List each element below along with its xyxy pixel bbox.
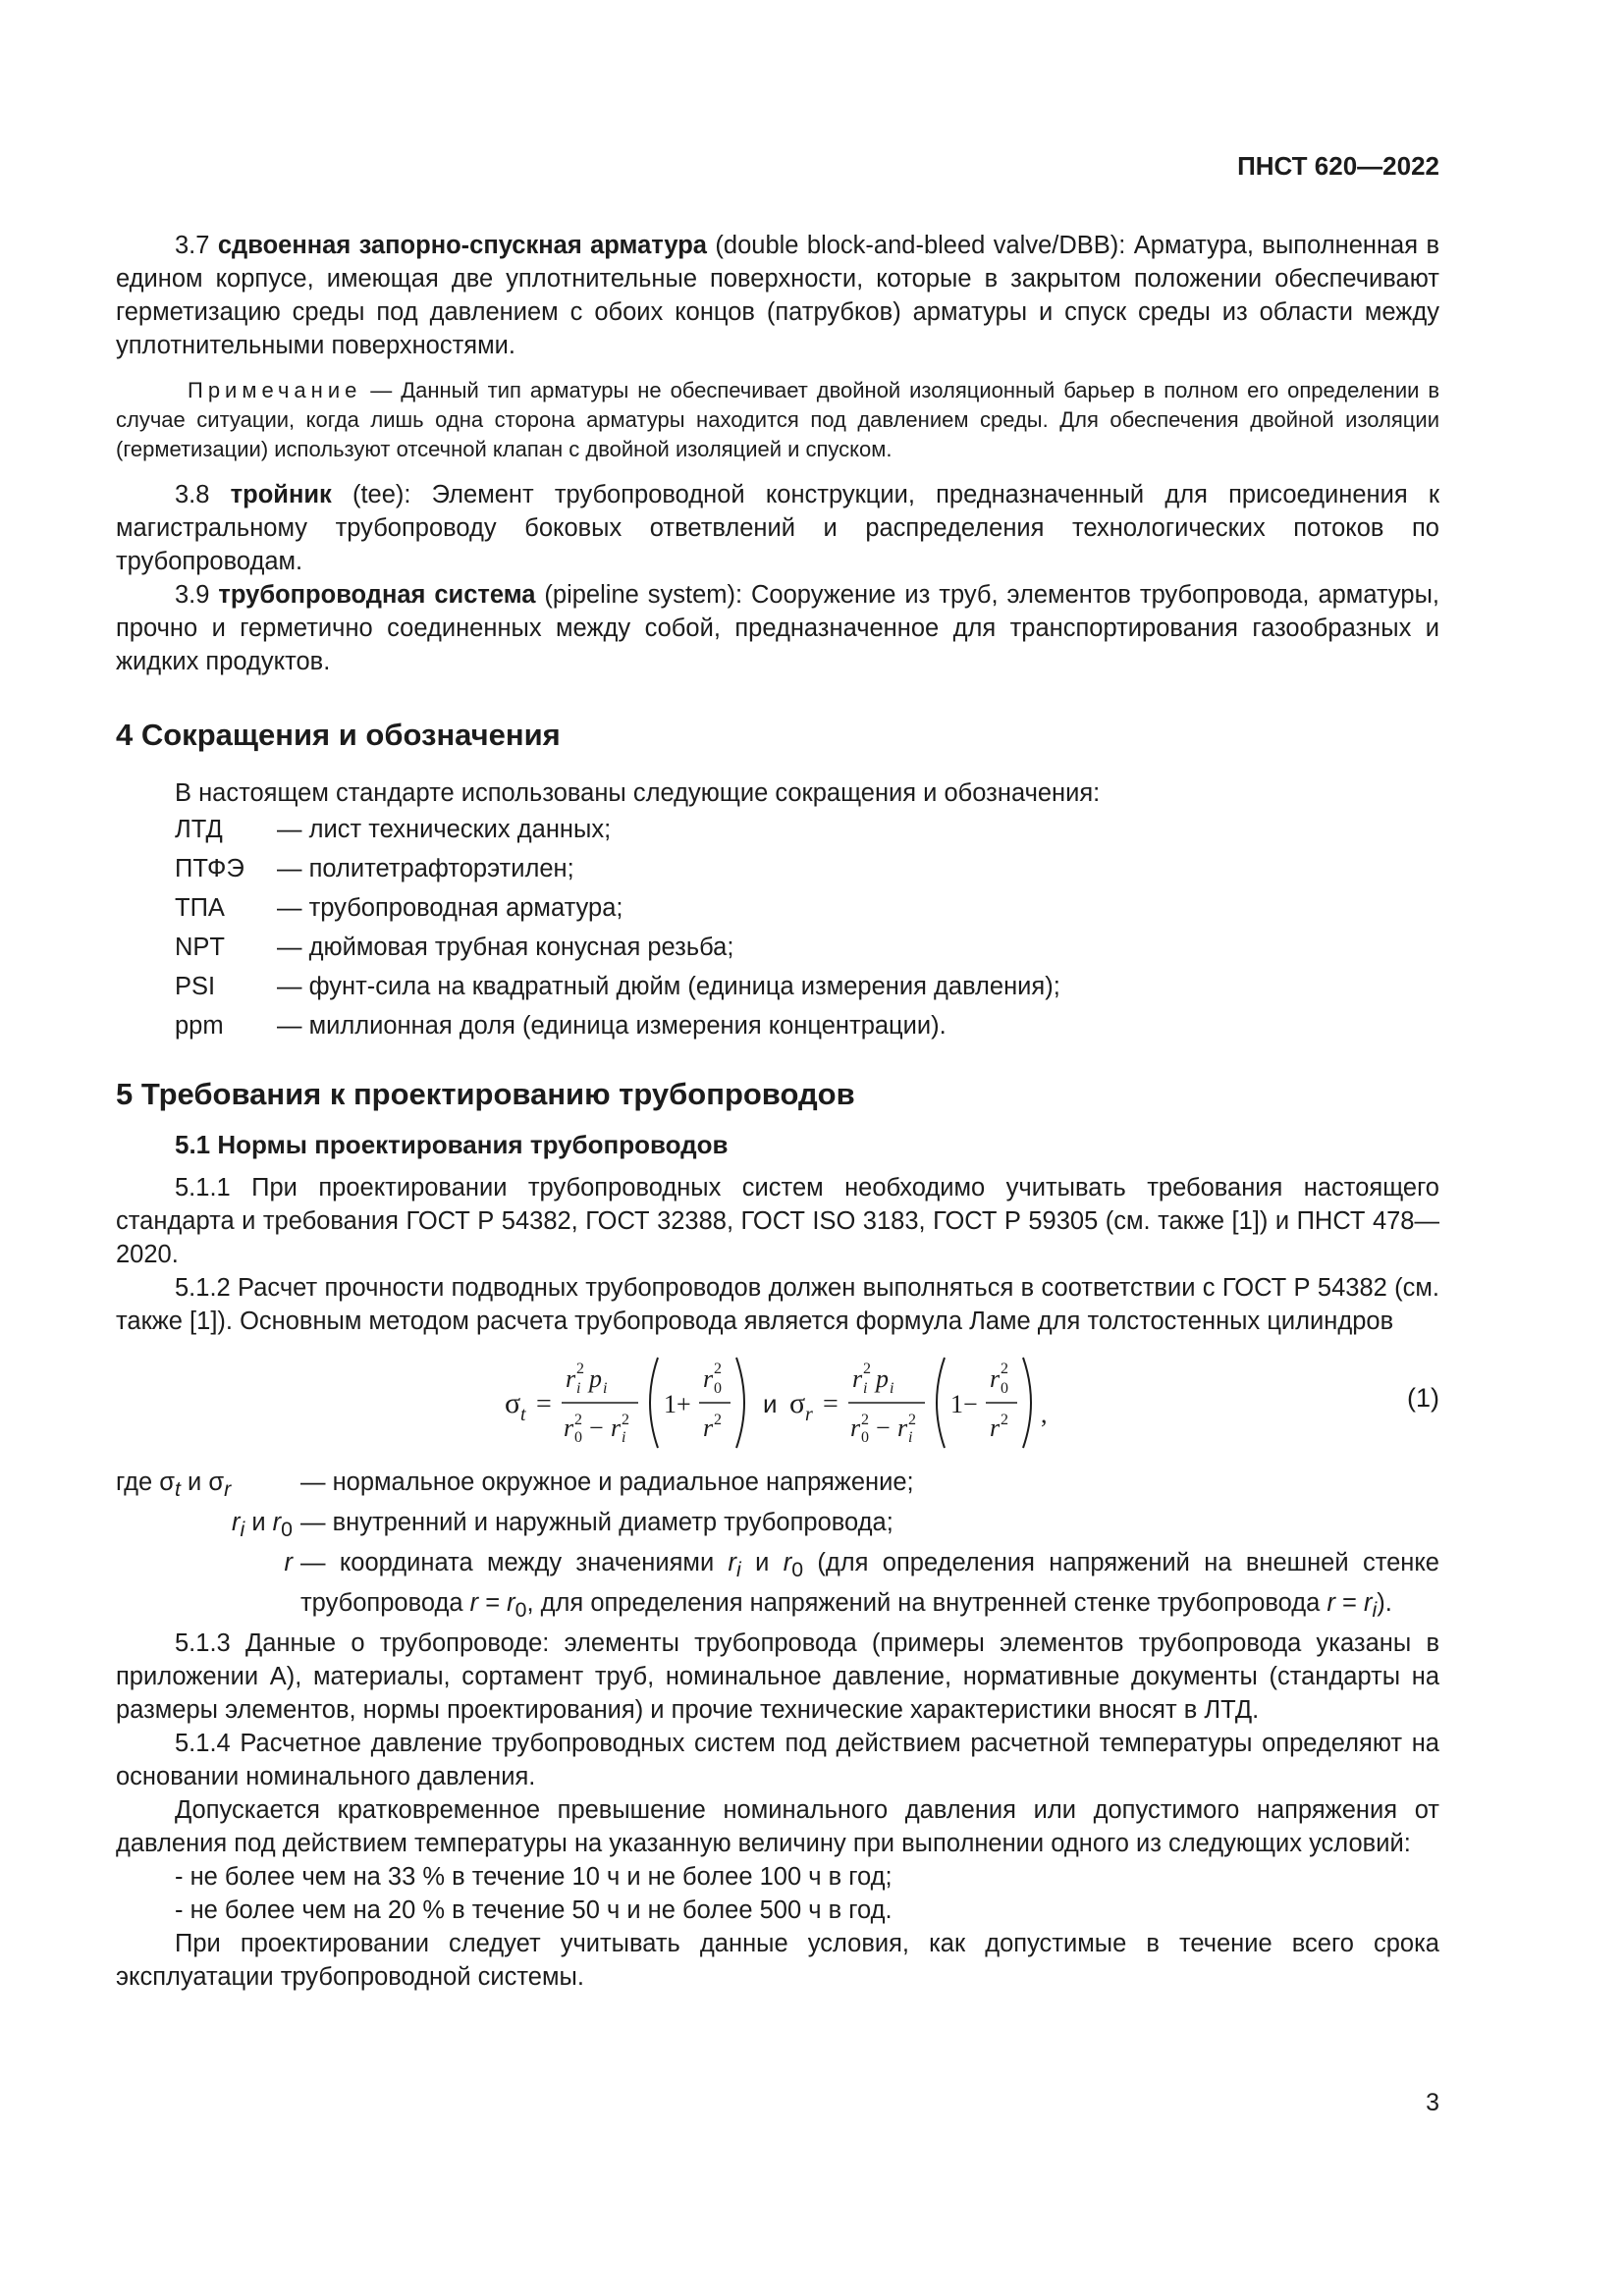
clause-5-1-3: 5.1.3 Данные о трубопроводе: элементы трубопровода (примеры элементов трубопровода указаны в приложении А), материалы, сортамент труб, номинальное давление, нормативные документы (стандарты на размеры элементов, нормы проектирования) и прочие технические характеристики вносят в ЛТД. (116, 1629, 1439, 1725)
svg-text:2: 2 (863, 1361, 871, 1377)
svg-text:r: r (564, 1414, 574, 1442)
clause-3-7: 3.7 сдвоенная запорно-спускная арматура (double block-and-bleed valve/DBB): Арматура, выполненная в едином корпусе, имеющая две уплотнительные поверхности, которые в закрытом положении обеспечивают герметизацию среды под давлением с обоих концов (патрубков) арматуры и спуск среды из области между уплотнительными поверхностями. (116, 232, 1439, 359)
svg-text:−: − (589, 1414, 604, 1442)
svg-text:2: 2 (1001, 1361, 1008, 1377)
svg-text:r: r (703, 1364, 714, 1393)
abbreviation-item: PSI — фунт-сила на квадратный дюйм (единица измерения давления); (175, 973, 1060, 1000)
svg-text:r: r (897, 1414, 908, 1442)
svg-text:r: r (805, 1404, 813, 1425)
svg-text:i: i (603, 1380, 608, 1397)
svg-text:σ: σ (505, 1387, 521, 1419)
svg-text:p: p (876, 1364, 889, 1393)
svg-text:2: 2 (714, 1412, 722, 1428)
section-4-title: 4 Сокращения и обозначения (116, 718, 561, 752)
clause-5-1-1: 5.1.1 При проектировании трубопроводных систем необходимо учитывать требования настоящего стандарта и требования ГОСТ Р 54382, ГОСТ 32388, ГОСТ ISO 3183, ГОСТ Р 59305 (см. также [1]) и ПНСТ 478—2020. (116, 1174, 1439, 1268)
list-item: - не более чем на 33 % в течение 10 ч и не более 100 ч в год; (175, 1863, 893, 1892)
abbreviation-item: ЛТД — лист технических данных; (175, 816, 612, 843)
note: Примечание — Данный тип арматуры не обеспечивает двойной изоляционный барьер в полном его определении в случае ситуации, когда лишь одна сторона арматуры находится под давлением среды. Для обеспечения двойной изоляции (герметизации) используют отсечной клапан с двойной изоляцией и спуском. (116, 378, 1440, 461)
svg-text:r: r (850, 1414, 861, 1442)
svg-text:i: i (622, 1429, 626, 1446)
clause-3-9: 3.9 трубопроводная система (pipeline system): Сооружение из труб, элементов трубопровода, арматуры, прочно и герметично соединенных между собой, предназначенное для транспортирования газообразных и жидких продуктов. (116, 581, 1439, 675)
svg-text:i: i (890, 1380, 894, 1397)
symbol-definitions (116, 1466, 1439, 1627)
svg-text:2: 2 (622, 1412, 629, 1428)
list-item: - не более чем на 20 % в течение 50 ч и не более 500 ч в год. (175, 1896, 893, 1925)
clause-5-1-4-cont: Допускается кратковременное превышение номинального давления или допустимого напряжения от давления под действием температуры на указанную величину при выполнении одного из следующих условий: (116, 1796, 1439, 1858)
svg-text:r: r (852, 1364, 863, 1393)
definition-row: $r_i$ и $r_0$ — внутренний и наружный диаметр трубопровода; (232, 1509, 893, 1542)
svg-text:2: 2 (574, 1412, 582, 1428)
document-header: ПНСТ 620—2022 (1237, 151, 1439, 181)
term: сдвоенная запорно-спускная арматура (217, 232, 707, 259)
svg-text:2: 2 (908, 1412, 916, 1428)
svg-text:i: i (908, 1429, 913, 1446)
svg-text:σ: σ (789, 1387, 806, 1419)
abbreviation-item: NPT — дюймовая трубная конусная резьба; (175, 934, 734, 961)
clause-5-1-2: 5.1.2 Расчет прочности подводных трубопроводов должен выполняться в соответствии с ГОСТ Р 54382 (см. также [1]). Основным методом расчета трубопровода является формула Ламе для толстостенных цилиндров (116, 1274, 1439, 1335)
svg-text:p: p (589, 1364, 602, 1393)
svg-text:−: − (876, 1414, 891, 1442)
svg-text:r: r (703, 1414, 714, 1442)
svg-text:0: 0 (574, 1429, 582, 1446)
svg-text:1+: 1+ (664, 1390, 691, 1418)
svg-text:r: r (611, 1414, 622, 1442)
svg-text:2: 2 (576, 1361, 584, 1377)
svg-text:0: 0 (1001, 1380, 1008, 1397)
body-text (116, 229, 1439, 1994)
svg-text:t: t (520, 1404, 526, 1425)
abbreviation-item: ПТФЭ — политетрафторэтилен; (175, 855, 574, 882)
svg-text:i: i (863, 1380, 868, 1397)
svg-text:0: 0 (861, 1429, 869, 1446)
svg-text:2: 2 (861, 1412, 869, 1428)
formula-and: и (763, 1389, 778, 1418)
clause-5-1-4-end: При проектировании следует учитывать данные условия, как допустимые в течение всего срока эксплуатации трубопроводной системы. (116, 1930, 1439, 1992)
lame-formula (116, 1338, 1439, 1466)
svg-text:i: i (576, 1380, 581, 1397)
svg-text:1−: 1− (950, 1390, 978, 1418)
abbreviation-list (116, 810, 1439, 1045)
svg-text:,: , (1041, 1400, 1048, 1428)
svg-text:2: 2 (1001, 1412, 1008, 1428)
svg-text:=: = (823, 1389, 839, 1419)
subsection-5-1-title: 5.1 Нормы проектирования трубопроводов (175, 1130, 729, 1159)
abbreviation-item: ppm — миллионная доля (единица измерения концентрации). (175, 1012, 947, 1040)
svg-text:r: r (990, 1414, 1001, 1442)
section-5-title: 5 Требования к проектированию трубопроводов (116, 1077, 855, 1111)
svg-text:=: = (536, 1389, 552, 1419)
svg-text:r: r (566, 1364, 576, 1393)
page-number: 3 (1426, 2089, 1439, 2116)
definition-row: r — координата между значениями $r_i$ и $r_0$ (для определения напряжений на внешней стенке трубопровода $r = r_0$, для определения напряжений на внутренней стенке трубопровода $r = r_i$). (284, 1549, 1439, 1623)
term: трубопроводная система (218, 581, 536, 609)
equation-number: (1) (1407, 1383, 1439, 1413)
svg-text:2: 2 (714, 1361, 722, 1377)
svg-text:r: r (990, 1364, 1001, 1393)
clause-3-8: 3.8 тройник (tee): Элемент трубопроводной конструкции, предназначенный для присоединения к магистральному трубопроводу боковых ответвлений и распределения технологических потоков по трубопроводам. (116, 481, 1439, 575)
section-4-intro: В настоящем стандарте использованы следующие сокращения и обозначения: (175, 779, 1101, 807)
svg-text:0: 0 (714, 1380, 722, 1397)
clause-5-1-4: 5.1.4 Расчетное давление трубопроводных систем под действием расчетной температуры определяют на основании номинального давления. (116, 1730, 1439, 1791)
term: тройник (230, 481, 332, 508)
formula-graphic (116, 1338, 1439, 1466)
definition-row: где $\sigma_t$ и $\sigma_r$ — нормальное окружное и радиальное напряжение; (116, 1468, 914, 1502)
abbreviation-item: ТПА — трубопроводная арматура; (175, 894, 623, 922)
